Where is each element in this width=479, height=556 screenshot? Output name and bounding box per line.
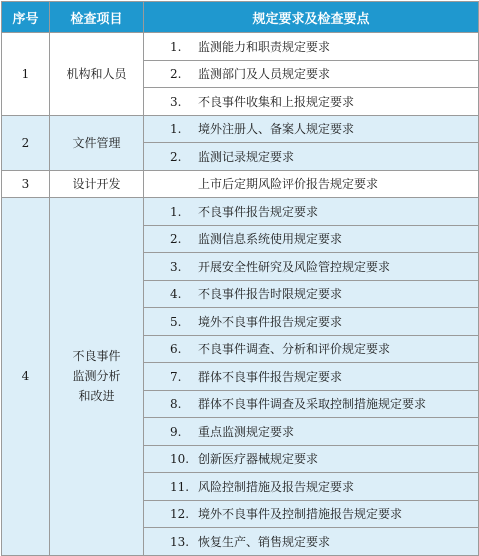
requirement-cell <box>144 198 479 226</box>
requirement-index: 1. <box>170 39 182 54</box>
requirement-index: 2. <box>170 232 182 247</box>
requirement-text: 开展安全性研究及风险管控规定要求 <box>198 259 391 274</box>
requirement-text: 不良事件收集和上报规定要求 <box>198 94 355 109</box>
table-row <box>2 33 479 61</box>
requirement-index: 4. <box>170 287 182 302</box>
requirement-text: 群体不良事件调查及采取控制措施规定要求 <box>198 397 427 412</box>
header-item: 检查项目 <box>50 2 144 33</box>
table-row <box>2 115 479 143</box>
requirement-cell <box>144 60 479 88</box>
requirement-index: 3. <box>170 259 182 274</box>
requirement-text: 创新医疗器械规定要求 <box>198 452 319 467</box>
requirement-text: 恢复生产、销售规定要求 <box>198 534 331 549</box>
requirement-text: 监测部门及人员规定要求 <box>198 67 331 82</box>
check-item-line: 和改进 <box>78 389 115 404</box>
inspection-table <box>1 1 479 556</box>
check-item <box>50 198 144 556</box>
requirement-cell <box>144 308 479 336</box>
requirement-cell <box>144 115 479 143</box>
requirement-index: 13. <box>170 534 190 549</box>
requirement-cell <box>144 170 479 198</box>
check-item-line: 不良事件 <box>72 349 121 364</box>
requirement-cell <box>144 88 479 116</box>
requirement-text: 不良事件报告规定要求 <box>198 204 319 219</box>
requirement-cell <box>144 418 479 446</box>
requirement-cell <box>144 528 479 556</box>
requirement-text: 境外不良事件及控制措施报告规定要求 <box>198 507 403 522</box>
requirement-cell <box>144 390 479 418</box>
requirement-cell <box>144 143 479 171</box>
row-number: 2 <box>2 115 50 170</box>
requirement-index: 2. <box>170 149 182 164</box>
check-item: 机构和人员 <box>50 33 144 116</box>
requirement-cell <box>144 445 479 473</box>
requirement-index: 1. <box>170 122 182 137</box>
requirement-index: 9. <box>170 424 182 439</box>
requirement-text: 监测能力和职责规定要求 <box>198 39 331 54</box>
requirement-index: 6. <box>170 342 182 357</box>
requirement-text: 监测记录规定要求 <box>198 149 295 164</box>
requirement-index: 3. <box>170 94 182 109</box>
requirement-index: 12. <box>170 507 190 522</box>
requirement-text: 不良事件报告时限规定要求 <box>198 287 343 302</box>
row-number: 4 <box>2 198 50 556</box>
requirement-index: 11. <box>170 479 190 494</box>
check-item: 设计开发 <box>50 170 144 198</box>
requirement-cell <box>144 225 479 253</box>
requirement-text: 不良事件调查、分析和评价规定要求 <box>198 342 391 357</box>
row-number: 1 <box>2 33 50 116</box>
requirement-index: 10. <box>170 452 190 467</box>
requirement-cell <box>144 500 479 528</box>
row-number: 3 <box>2 170 50 198</box>
requirement-cell <box>144 363 479 391</box>
requirement-text: 监测信息系统使用规定要求 <box>198 232 343 247</box>
requirement-cell <box>144 253 479 281</box>
requirement-text: 境外不良事件报告规定要求 <box>198 314 343 329</box>
requirement-index: 7. <box>170 369 182 384</box>
header-no: 序号 <box>2 2 50 33</box>
requirement-cell <box>144 335 479 363</box>
table-row <box>2 170 479 198</box>
requirement-cell <box>144 280 479 308</box>
requirement-index: 8. <box>170 397 182 412</box>
requirement-text: 境外注册人、备案人规定要求 <box>198 122 355 137</box>
check-item-line: 监测分析 <box>72 369 121 384</box>
requirement-text: 上市后定期风险评价报告规定要求 <box>198 177 379 192</box>
header-requirements: 规定要求及检查要点 <box>144 2 479 33</box>
requirement-text: 重点监测规定要求 <box>198 424 295 439</box>
requirement-index: 2. <box>170 67 182 82</box>
requirement-index: 5. <box>170 314 182 329</box>
requirement-text: 群体不良事件报告规定要求 <box>198 369 343 384</box>
table-header-row <box>2 2 479 33</box>
requirement-index: 1. <box>170 204 182 219</box>
requirement-cell <box>144 473 479 501</box>
requirement-cell <box>144 33 479 61</box>
requirement-text: 风险控制措施及报告规定要求 <box>198 479 355 494</box>
table-row <box>2 198 479 226</box>
check-item: 文件管理 <box>50 115 144 170</box>
